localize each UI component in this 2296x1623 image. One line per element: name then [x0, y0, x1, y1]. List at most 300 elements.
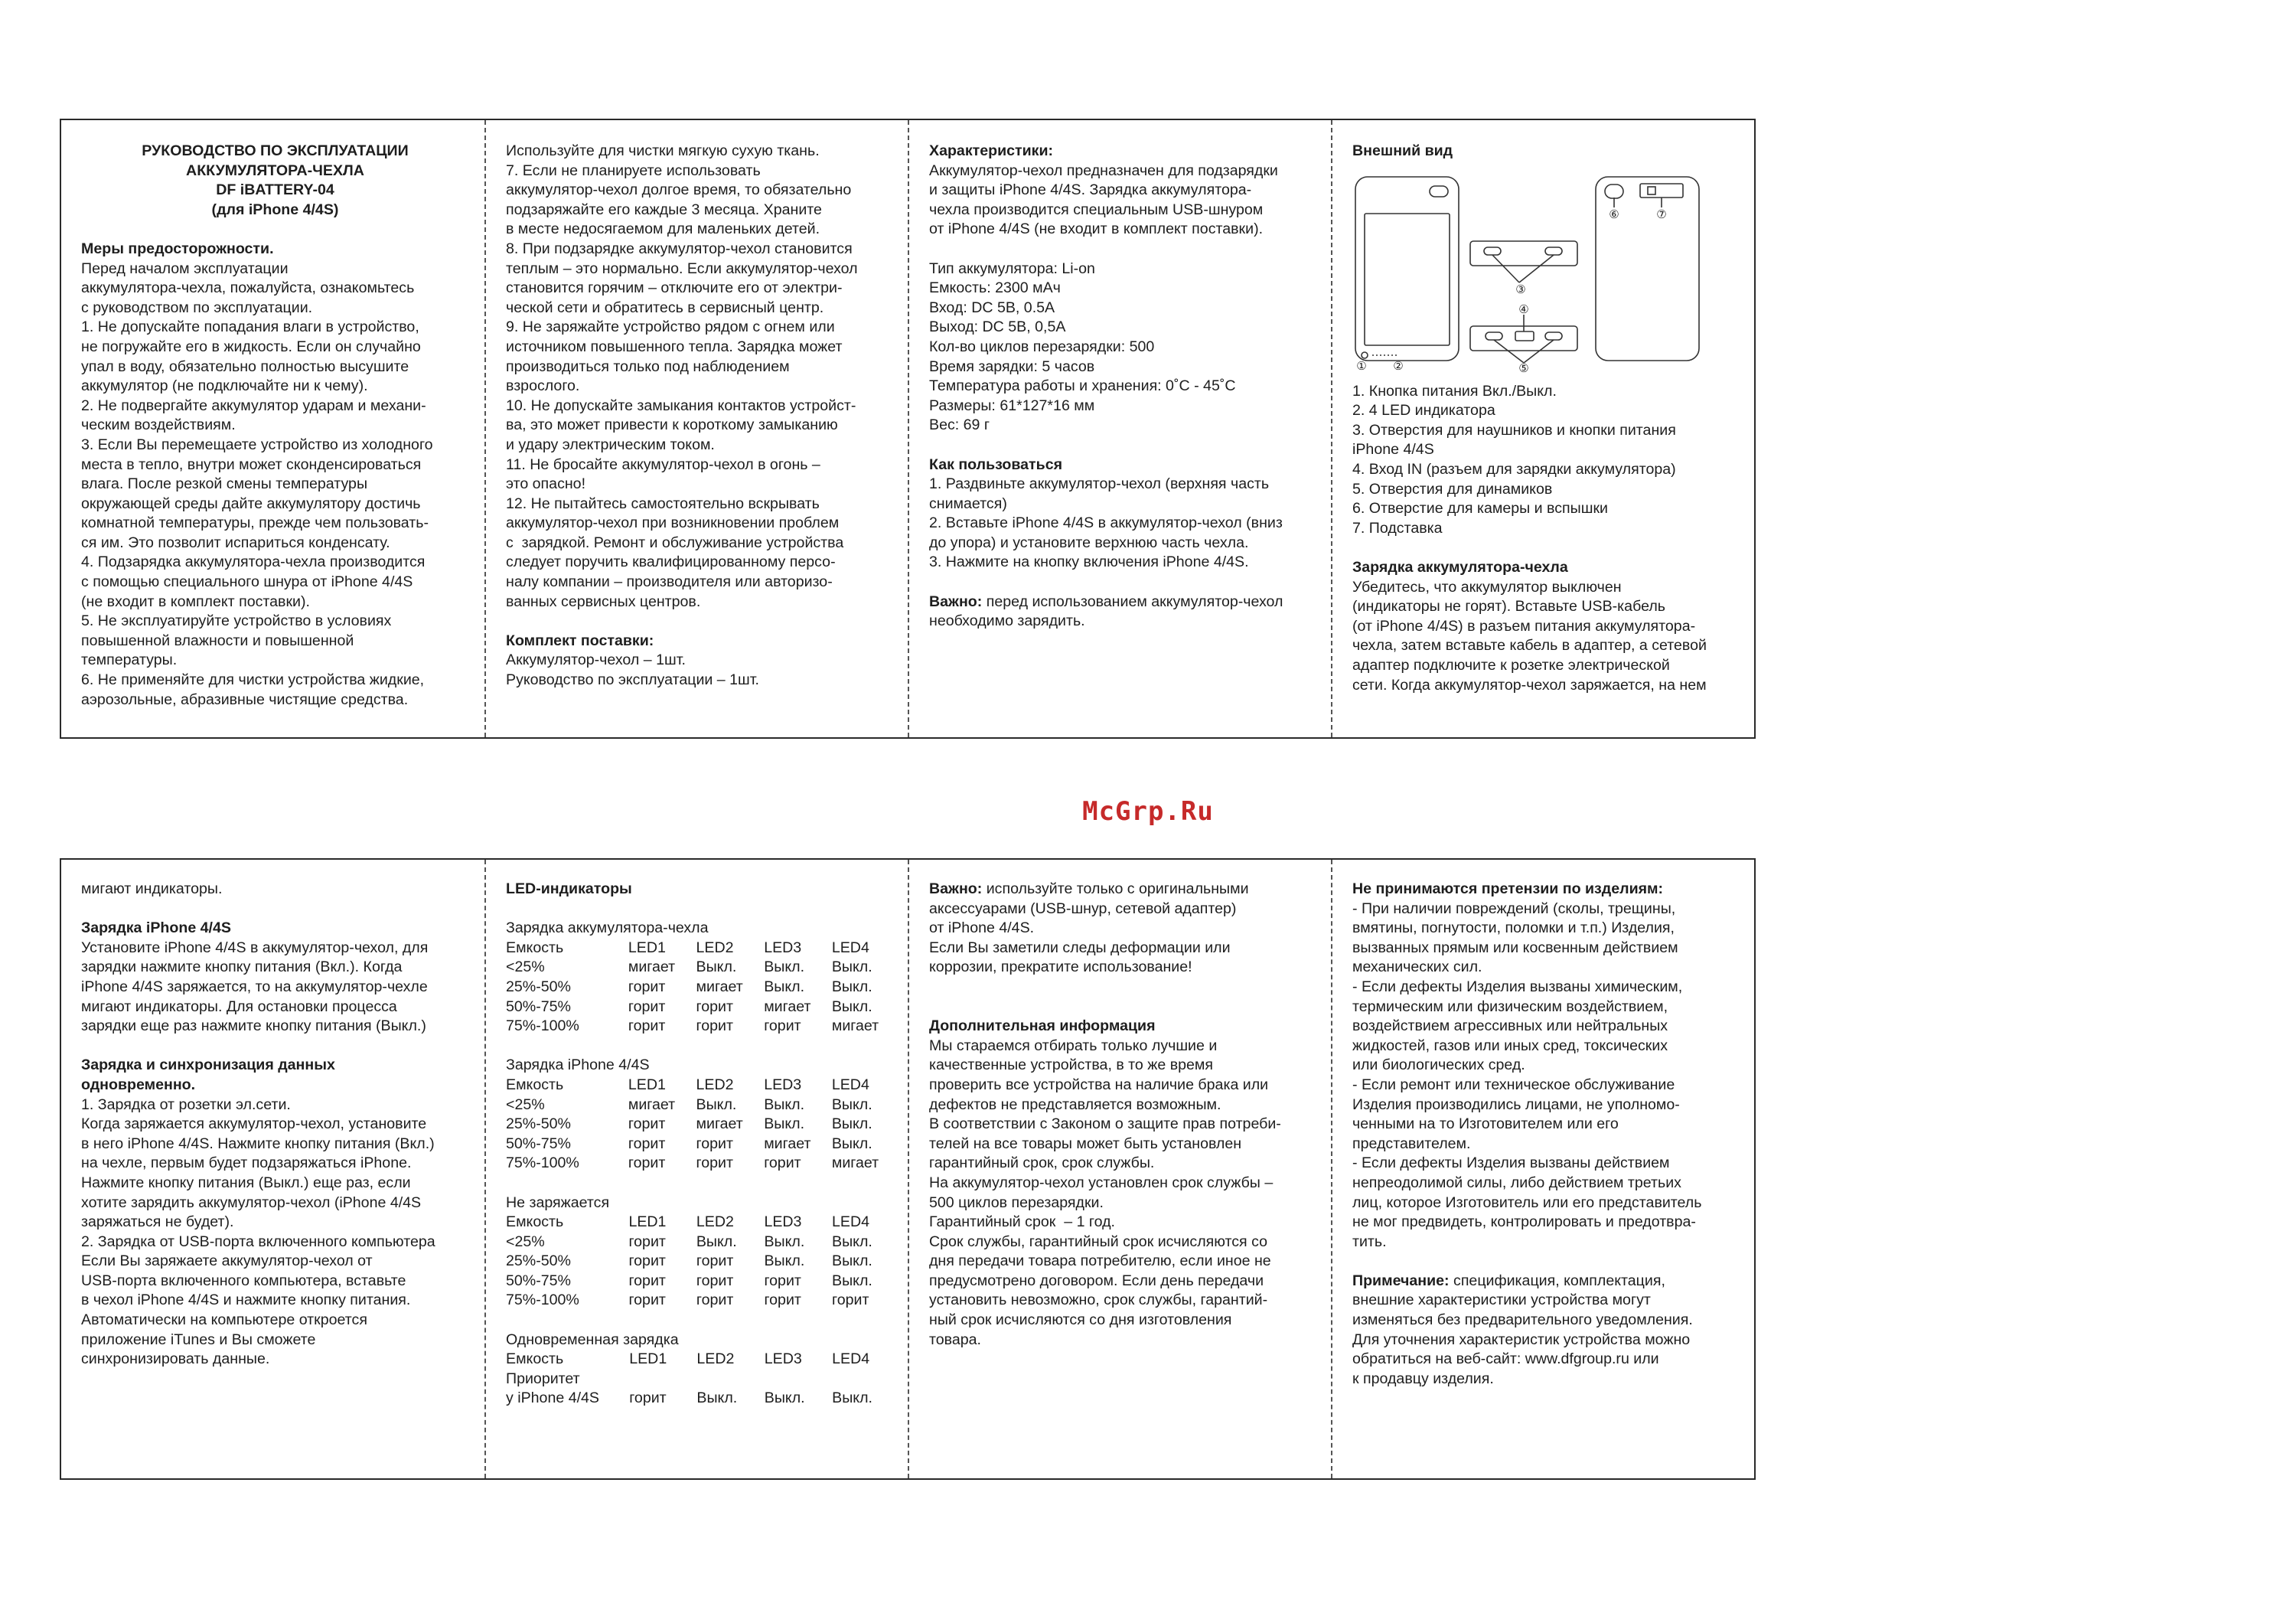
- text-line: механических сил.: [1352, 958, 1482, 976]
- text-line: Выход: DC 5В, 0,5А: [929, 318, 1066, 336]
- watermark: McGrp.Ru: [1082, 796, 1214, 827]
- led-table-cell: горит: [764, 1292, 801, 1309]
- text-line: влага. После резкой смены температуры: [81, 475, 368, 493]
- text-line: с зарядкой. Ремонт и обслуживание устройства: [506, 534, 844, 551]
- text-line: 6. Не применяйте для чистки устройства жидкие,: [81, 671, 425, 689]
- text-line: предусмотрено договором. Если день передачи: [929, 1272, 1264, 1289]
- text-line: Емкость: 2300 мАч: [929, 279, 1061, 297]
- text-line: дня передачи товара потребителю, если иное не: [929, 1252, 1271, 1270]
- text-line: 1. Раздвиньте аккумулятор-чехол (верхняя часть: [929, 475, 1270, 493]
- text-line: лиц, которое Изготовитель или его представитель: [1352, 1194, 1702, 1211]
- text-line: установить невозможно, срок службы, гарантий-: [929, 1292, 1268, 1309]
- led-table-row: [506, 1076, 892, 1096]
- howto-list: [929, 475, 1316, 573]
- led-table: [506, 1213, 892, 1311]
- text-line: 3. Отверстия для наушников и кнопки питания: [1352, 421, 1676, 439]
- led-table-cell: Выкл.: [764, 1252, 805, 1270]
- text-line: 1. Не допускайте попадания влаги в устройство,: [81, 318, 419, 336]
- speaker-hole-left: [1486, 332, 1502, 340]
- kit-list: [506, 651, 892, 690]
- led-table-cell: <25%: [506, 1096, 545, 1113]
- text-line: снимается): [929, 495, 1007, 512]
- text-line: и защиты iPhone 4/4S. Зарядка аккумулятора-: [929, 181, 1252, 199]
- led-table-cell: 25%-50%: [506, 978, 571, 995]
- text-line: производиться только под наблюдением: [506, 358, 790, 375]
- text-line: 9. Не заряжайте устройство рядом с огнем или: [506, 318, 835, 336]
- precautions-text: [81, 260, 469, 710]
- led-table: [506, 939, 892, 1037]
- stand: [1640, 184, 1683, 198]
- additional-info-text: [929, 1037, 1316, 1350]
- text-line: телей на все товары может быть установлен: [929, 1135, 1242, 1152]
- led-table-cell: LED2: [696, 1350, 735, 1368]
- text-line: окружающей среды дайте аккумулятору достичь: [81, 495, 421, 512]
- led-table-row: [506, 978, 892, 998]
- text-line: в месте недосягаемом для маленьких детей.: [506, 220, 820, 238]
- text-line: iPhone 4/4S: [1352, 441, 1434, 459]
- led-table-cell: горит: [696, 1154, 733, 1172]
- headphone-hole: [1484, 247, 1501, 255]
- led-table-cell: Емкость: [506, 1213, 564, 1231]
- led-table-cell: Выкл.: [764, 1096, 805, 1113]
- text-line: и удару электрическим током.: [506, 436, 715, 453]
- text-line: Автоматически на компьютере откроется: [81, 1311, 367, 1329]
- text-line: подзаряжайте его каждые 3 месяца. Храните: [506, 201, 822, 218]
- led-section-title: Зарядка iPhone 4/4S: [506, 1056, 650, 1074]
- text-line: аккумулятора-чехла, пожалуйста, ознакомьтесь: [81, 279, 415, 297]
- text-line: одновременно.: [81, 1076, 196, 1093]
- led-table-cell: LED2: [696, 1213, 734, 1231]
- appearance-heading: Внешний вид: [1352, 142, 1453, 159]
- callout-1: ①: [1356, 359, 1367, 373]
- led-table-row: [506, 1096, 892, 1115]
- led-table-cell: горит: [628, 1115, 666, 1133]
- led-table-cell: Выкл.: [696, 1233, 737, 1250]
- note: Примечание: спецификация, комплектация,: [1352, 1272, 1665, 1289]
- text-line: Время зарядки: 5 часов: [929, 358, 1095, 375]
- led-table-cell: 75%-100%: [506, 1017, 579, 1035]
- led-table: [506, 1076, 892, 1174]
- text-line: ный срок исчисляются со дня изготовления: [929, 1311, 1232, 1329]
- text-line: - Если дефекты Изделия вызваны действием: [1352, 1154, 1670, 1172]
- text-line: 3. Если Вы перемещаете устройство из холодного: [81, 436, 433, 453]
- led-table-row: [506, 998, 892, 1017]
- panel-led: [484, 860, 908, 1478]
- led-table-cell: LED4: [832, 1213, 870, 1231]
- text-line: Кол-во циклов перезарядки: 500: [929, 338, 1155, 355]
- led-table-row: [506, 1350, 892, 1370]
- manual-title: РУКОВОДСТВО ПО ЭКСПЛУАТАЦИИ АККУМУЛЯТОРА-ЧЕХЛА DF iBATTERY-04 (для iPhone 4/4S): [142, 142, 409, 218]
- text-line: аккумулятор-чехол долгое время, то обязательно: [506, 181, 852, 199]
- text-line: Срок службы, гарантийный срок исчисляются со: [929, 1233, 1268, 1250]
- led-table-cell: LED4: [832, 1350, 870, 1368]
- kit-heading: Комплект поставки:: [506, 632, 654, 649]
- text-line: 500 циклов перезарядки.: [929, 1194, 1104, 1211]
- led-table-cell: горит: [696, 1017, 733, 1035]
- precautions-heading: Меры предосторожности.: [81, 240, 274, 257]
- led-table-cell: Выкл.: [764, 1233, 805, 1250]
- led-table-cell: 75%-100%: [506, 1154, 579, 1172]
- text-line: - Если ремонт или техническое обслуживание: [1352, 1076, 1675, 1093]
- led-table-cell: Выкл.: [696, 958, 737, 976]
- led-table-cell: мигает: [628, 1096, 676, 1113]
- text-line: Зарядка и синхронизация данных: [81, 1056, 335, 1074]
- text-line: 2. Не подвергайте аккумулятор ударам и механи-: [81, 397, 426, 414]
- led-table-cell: горит: [696, 1135, 733, 1152]
- callout-6: ⑥: [1609, 207, 1619, 221]
- led-table-cell: Выкл.: [831, 1115, 872, 1133]
- text-line: ченными на то Изготовителем или его: [1352, 1115, 1619, 1133]
- text-line: становится горячим – отключите его от электри-: [506, 279, 843, 297]
- text-line: чехла, затем вставьте кабель в адаптер, а сетевой: [1352, 637, 1707, 655]
- led-table-cell: LED3: [764, 1350, 802, 1368]
- text-line: Изделия производились лицами, не уполномо-: [1352, 1096, 1680, 1113]
- led-table-row: [506, 1115, 892, 1135]
- text-line: зарядки нажмите кнопку питания (Вкл.). Когда: [81, 958, 403, 976]
- sync-heading: [81, 1056, 469, 1095]
- text-line: аэрозольные, абразивные чистящие средства.: [81, 691, 409, 708]
- led-table-cell: LED3: [764, 939, 802, 956]
- led-table-cell: горит: [764, 1272, 801, 1289]
- claims-heading: Не принимаются претензии по изделиям:: [1352, 880, 1664, 897]
- text-line: ванных сервисных центров.: [506, 593, 701, 610]
- text-line: вмятины, погнутости, поломки и т.п.) Изделия,: [1352, 919, 1675, 937]
- led-table-cell: горит: [696, 998, 733, 1015]
- text-line: не мог предвидеть, контролировать и предотвра-: [1352, 1213, 1696, 1231]
- led-table-cell: <25%: [506, 1233, 545, 1250]
- parts-list: [1352, 382, 1739, 539]
- led-table: [506, 1350, 892, 1409]
- case-front-outline: [1355, 177, 1459, 361]
- led-table-cell: LED1: [628, 1076, 666, 1093]
- led-table-cell: [765, 1370, 832, 1390]
- sync-text: [81, 1096, 469, 1370]
- text-line: USB-порта включенного компьютера, вставьте: [81, 1272, 406, 1289]
- text-line: 5. Отверстия для динамиков: [1352, 480, 1553, 498]
- text-line: 11. Не бросайте аккумулятор-чехол в огонь –: [506, 456, 820, 473]
- case-charging-heading: Зарядка аккумулятора-чехла: [1352, 558, 1568, 576]
- led-section-title: Одновременная зарядка: [506, 1331, 679, 1348]
- led-table-cell: Выкл.: [764, 958, 805, 976]
- text-line: приложение iTunes и Вы сможете: [81, 1331, 316, 1348]
- text-line: в него iPhone 4/4S. Нажмите кнопку питания (Вкл.): [81, 1135, 435, 1152]
- text-line: с помощью специального шнура от iPhone 4/4S: [81, 573, 413, 591]
- text-line: от iPhone 4/4S (не входит в комплект поставки).: [929, 220, 1264, 238]
- text-line: Размеры: 61*127*16 мм: [929, 397, 1095, 414]
- led-table-cell: LED1: [628, 939, 666, 956]
- led-table-cell: Выкл.: [696, 1390, 738, 1407]
- text-line: до упора) и установите верхнюю часть чехла.: [929, 534, 1249, 551]
- callout-5: ⑤: [1518, 361, 1529, 375]
- led-table-cell: Выкл.: [764, 1115, 805, 1133]
- text-line: это опасно!: [506, 475, 586, 493]
- text-line: Нажмите кнопку питания (Выкл.) еще раз, если: [81, 1174, 411, 1191]
- case-front-camera-slot: [1430, 186, 1448, 197]
- led-table-cell: горит: [764, 1154, 801, 1172]
- text-line: ческим воздействиям.: [81, 416, 236, 434]
- leader-line-5a: [1494, 340, 1524, 363]
- bottom-sheet: [60, 858, 1756, 1480]
- text-line: или биологических сред.: [1352, 1056, 1525, 1074]
- led-table-row: [506, 1233, 892, 1252]
- led-table-cell: мигает: [831, 1154, 879, 1172]
- text-line: ся им. Это позволит испариться конденсату.: [81, 534, 390, 551]
- text-line: (не входит в комплект поставки).: [81, 593, 310, 610]
- led-table-cell: Выкл.: [831, 1096, 872, 1113]
- text-line: комнатной температуры, прежде чем пользовать-: [81, 514, 429, 532]
- text-line: адаптер подключите к розетке электрической: [1352, 656, 1670, 674]
- led-table-row: [506, 1135, 892, 1154]
- led-table-cell: горит: [628, 1292, 666, 1309]
- text-line: Температура работы и хранения: 0˚С - 45˚С: [929, 377, 1236, 395]
- text-line: термическим или физическим воздействием,: [1352, 998, 1668, 1015]
- text-line: Гарантийный срок – 1 год.: [929, 1213, 1115, 1231]
- specs-intro: [929, 162, 1316, 240]
- led-table-cell: Выкл.: [832, 1233, 872, 1250]
- led-section-title: Зарядка аккумулятора-чехла: [506, 919, 709, 937]
- led-table-row: [506, 939, 892, 958]
- text-line: (от iPhone 4/4S) в разъем питания аккумулятора-: [1352, 617, 1696, 635]
- led-table-cell: горит: [696, 1292, 734, 1309]
- text-line: с руководством по эксплуатации.: [81, 299, 313, 316]
- led-table-cell: [696, 1370, 764, 1390]
- speaker-hole-right: [1545, 332, 1562, 340]
- led-table-cell: 75%-100%: [506, 1292, 579, 1309]
- text-line: 3. Нажмите на кнопку включения iPhone 4/4S.: [929, 554, 1249, 571]
- iphone-charging-text: [81, 939, 469, 1037]
- text-line: Тип аккумулятора: Li-on: [929, 260, 1095, 277]
- text-line: - Если дефекты Изделия вызваны химическим,: [1352, 978, 1683, 995]
- text-line: 7. Подставка: [1352, 519, 1443, 537]
- specs-list: [929, 260, 1316, 436]
- text-line: ва, это может привести к короткому замыканию: [506, 416, 838, 434]
- led-table-cell: Емкость: [506, 939, 564, 956]
- text-line: Мы стараемся отбирать только лучшие и: [929, 1037, 1218, 1054]
- led-table-cell: горит: [628, 1017, 666, 1035]
- text-line: 10. Не допускайте замыкания контактов устройст-: [506, 397, 856, 414]
- led-table-cell: 50%-75%: [506, 1135, 571, 1152]
- howto-heading: Как пользоваться: [929, 456, 1063, 473]
- led-table-cell: [629, 1370, 696, 1390]
- text-line: качественные устройства, в то же время: [929, 1056, 1214, 1074]
- text-line: места в тепло, внутри может сконденсироваться: [81, 456, 422, 473]
- text-line: - При наличии повреждений (сколы, трещины,: [1352, 900, 1676, 917]
- stand-hinge: [1648, 187, 1655, 194]
- leader-line-3a: [1492, 255, 1519, 282]
- led-table-cell: Выкл.: [832, 1272, 872, 1289]
- text-line: 2. Вставьте iPhone 4/4S в аккумулятор-чехол (вниз: [929, 514, 1283, 532]
- text-line: теплым – это нормально. Если аккумулятор-чехол: [506, 260, 858, 277]
- led-table-cell: горит: [696, 1252, 734, 1270]
- text-line: 4. Подзарядка аккумулятора-чехла производится: [81, 554, 426, 571]
- camera-hole: [1605, 185, 1623, 198]
- text-line: на чехле, первым будет подзаряжаться iPhone.: [81, 1154, 412, 1172]
- text-line: проверить все устройства на наличие брака или: [929, 1076, 1269, 1093]
- led-table-cell: горит: [628, 1154, 666, 1172]
- led-table-row: [506, 1291, 892, 1311]
- led-table-row: [506, 1389, 892, 1409]
- text-line: упал в воду, обязательно полностью высушите: [81, 358, 409, 375]
- text-line: в чехол iPhone 4/4S и нажмите кнопку питания.: [81, 1292, 411, 1309]
- text-line: Когда заряжается аккумулятор-чехол, установите: [81, 1115, 427, 1133]
- text-line: вызванных прямым или косвенным действием: [1352, 939, 1678, 956]
- text-line: повышенной влажности и повышенной: [81, 632, 354, 649]
- text-line: 7. Если не планируете использовать: [506, 162, 761, 179]
- led-table-cell: мигает: [696, 978, 743, 995]
- led-table-cell: мигает: [628, 958, 676, 976]
- text-line: Аккумулятор-чехол предназначен для подзарядки: [929, 162, 1278, 179]
- text-line: Установите iPhone 4/4S в аккумулятор-чехол, для: [81, 939, 429, 956]
- claims-text: [1352, 900, 1739, 1252]
- led-table-cell: LED1: [629, 1350, 667, 1368]
- text-line: мигают индикаторы. Для остановки процесса: [81, 998, 397, 1015]
- text-line: Руководство по эксплуатации – 1шт.: [506, 671, 759, 689]
- text-line: Используйте для чистки мягкую сухую ткань.: [506, 142, 820, 159]
- text-line: дефектов не представляется возможным.: [929, 1096, 1221, 1113]
- text-line: сети. Когда аккумулятор-чехол заряжается, на нем: [1352, 676, 1707, 694]
- text-line: iPhone 4/4S заряжается, то на аккумулятор-чехле: [81, 978, 428, 995]
- text-line: товара.: [929, 1331, 981, 1348]
- led-table-cell: у iPhone 4/4S: [506, 1390, 600, 1407]
- led-table-cell: LED1: [628, 1213, 667, 1231]
- panel-info: Важно: используйте только с оригинальными аксессуарами (USB-шнур, сетевой адаптер) от iPhone 4/4S. Если Вы заметили следы деформации или коррозии, прекратите использование! Дополнительная информация Мы стараемся отбирать только лучшие и качественные устройства, в то же время проверить все устройства на наличие брака или дефектов не представляется возможным. В соответствии с Законом о защите прав потреби- телей на все товары может быть установлен гарантийный срок, срок службы. На аккумулятор-чехол установлен срок службы – 500 циклов перезарядки. Гарантийный срок – 1 год. Срок службы, гарантийный срок исчисляются со дня передачи товара потребителю, если иное не предусмотрено договором. Если день передачи установить невозможно, срок службы, гарантий- ный срок исчисляются со дня изготовления товара.: [908, 860, 1331, 1478]
- text-line: 1. Кнопка питания Вкл./Выкл.: [1352, 382, 1557, 400]
- text-line: 5. Не эксплуатируйте устройство в условиях: [81, 612, 392, 630]
- power-hole: [1545, 247, 1562, 255]
- text-line: непреодолимой силы, либо действием третьих: [1352, 1174, 1681, 1191]
- specs-heading: Характеристики:: [929, 142, 1054, 159]
- device-diagram: [1352, 169, 1743, 376]
- led-tables: [506, 919, 892, 1409]
- text-line: 2. 4 LED индикатора: [1352, 402, 1495, 420]
- callout-7: ⑦: [1656, 207, 1667, 221]
- led-table-cell: Выкл.: [831, 1135, 872, 1152]
- text-line: хотите зарядить аккумулятор-чехол (iPhone 4/4S: [81, 1194, 422, 1211]
- iphone-charging-heading: Зарядка iPhone 4/4S: [81, 919, 231, 937]
- case-charging-text: [1352, 578, 1739, 696]
- led-table-row: [506, 1154, 892, 1174]
- led-table-cell: горит: [628, 1272, 666, 1289]
- callout-2: ②: [1393, 359, 1404, 373]
- panel-appearance: [1331, 120, 1754, 737]
- led-table-cell: горит: [628, 1252, 666, 1270]
- text-line: 2. Зарядка от USB-порта включенного компьютера: [81, 1233, 435, 1250]
- text-line: ческой сети и обратитесь в сервисный центр.: [506, 299, 824, 316]
- text-line: 6. Отверстие для камеры и вспышки: [1352, 500, 1608, 518]
- led-table-cell: горит: [628, 1233, 666, 1250]
- led-section-title: Не заряжается: [506, 1194, 610, 1211]
- text-line: воздействием агрессивных или нейтральных: [1352, 1017, 1668, 1035]
- leader-line-5b: [1524, 340, 1554, 363]
- led-table-row: [506, 1272, 892, 1292]
- text-line: Перед началом эксплуатации: [81, 260, 289, 277]
- led-table-cell: Емкость: [506, 1350, 564, 1368]
- text-line: не погружайте его в жидкость. Если он случайно: [81, 338, 421, 355]
- text-line: 1. Зарядка от розетки эл.сети.: [81, 1096, 291, 1113]
- text-line: Вход: DC 5В, 0.5А: [929, 299, 1055, 316]
- led-table-cell: Выкл.: [832, 1390, 872, 1407]
- text-line: заряжаться не будет).: [81, 1213, 234, 1231]
- led-table-cell: мигает: [764, 998, 811, 1015]
- led-table-cell: LED4: [831, 939, 869, 956]
- led-table-cell: горит: [628, 978, 666, 995]
- led-table-cell: <25%: [506, 958, 545, 976]
- led-table-cell: [832, 1370, 892, 1390]
- text-line: Аккумулятор-чехол – 1шт.: [506, 651, 686, 669]
- panel-specs: Характеристики: Аккумулятор-чехол предназначен для подзарядки и защиты iPhone 4/4S. Зарядка аккумулятора- чехла производится специальным USB-шнуром от iPhone 4/4S (не входит в комплект поставки). Тип аккумулятора: Li-on Емкость: 2300 мАч Вход: DC 5В, 0.5А Выход: DC 5В, 0,5А Кол-во циклов перезарядки: 500 Время зарядки: 5 часов Температура работы и хранения: 0˚С - 45˚С Размеры: 61*127*16 мм Вес: 69 г Как пользоваться 1. Раздвиньте аккумулятор-чехол (верхняя часть снимается) 2. Вставьте iPhone 4/4S в аккумулятор-чехол (вниз до упора) и установите верхнюю часть чехла. 3. Нажмите на кнопку включения iPhone 4/4S. Важно: перед использованием аккумулятор-чехол необходимо зарядить.: [908, 120, 1331, 737]
- callout-3: ③: [1515, 282, 1526, 296]
- led-table-cell: мигает: [831, 1017, 879, 1035]
- led-table-cell: LED2: [696, 1076, 734, 1093]
- led-table-row: [506, 958, 892, 978]
- led-table-cell: Выкл.: [831, 958, 872, 976]
- led-table-row: [506, 1252, 892, 1272]
- important-accessories: Важно: используйте только с оригинальными: [929, 880, 1249, 897]
- led-table-cell: Выкл.: [696, 1096, 737, 1113]
- led-table-cell: Выкл.: [764, 1390, 805, 1407]
- usb-in-port: [1515, 331, 1534, 341]
- text-line: гарантийный срок, срок службы.: [929, 1154, 1155, 1172]
- led-table-cell: мигает: [696, 1115, 743, 1133]
- text-line: На аккумулятор-чехол установлен срок службы –: [929, 1174, 1274, 1191]
- text-line: взрослого.: [506, 377, 580, 395]
- led-table-cell: LED4: [831, 1076, 869, 1093]
- text-line: (индикаторы не горят). Вставьте USB-кабель: [1352, 598, 1665, 616]
- power-button-dot: [1362, 352, 1368, 358]
- text-line: синхронизировать данные.: [81, 1350, 270, 1368]
- led-table-cell: горит: [832, 1292, 869, 1309]
- additional-info-heading: Дополнительная информация: [929, 1017, 1156, 1035]
- led-table-cell: мигает: [764, 1135, 811, 1152]
- important-note: Важно: перед использованием аккумулятор-чехол: [929, 593, 1283, 610]
- led-table-cell: 50%-75%: [506, 998, 571, 1015]
- led-table-cell: LED3: [764, 1076, 802, 1093]
- led-table-cell: горит: [764, 1017, 801, 1035]
- led-table-cell: Выкл.: [831, 998, 872, 1015]
- led-table-cell: Приоритет: [506, 1370, 580, 1387]
- text-line: представителем.: [1352, 1135, 1471, 1152]
- led-table-cell: Выкл.: [832, 1252, 872, 1270]
- text-line: 4. Вход IN (разъем для зарядки аккумулятора): [1352, 460, 1676, 478]
- text-line: температуры.: [81, 651, 178, 669]
- text-line: 8. При подзарядке аккумулятор-чехол становится: [506, 240, 853, 257]
- device-drawing: [1352, 169, 1743, 376]
- top-sheet: [60, 119, 1756, 739]
- text-line: Вес: 69 г: [929, 416, 990, 434]
- text-line: налу компании – производителя или авторизо-: [506, 573, 833, 591]
- led-heading: LED-индикаторы: [506, 880, 632, 897]
- led-table-cell: 25%-50%: [506, 1115, 571, 1133]
- led-table-row: [506, 1213, 892, 1233]
- led-table-cell: горит: [628, 1135, 666, 1152]
- text-line: 12. Не пытайтесь самостоятельно вскрывать: [506, 495, 820, 512]
- text-line: чехла производится специальным USB-шнуром: [929, 201, 1264, 218]
- led-table-cell: LED3: [764, 1213, 802, 1231]
- text-line: следует поручить квалифицированному персо-: [506, 554, 836, 571]
- led-table-cell: Выкл.: [831, 978, 872, 995]
- led-table-cell: Выкл.: [764, 978, 805, 995]
- panel-iphone-charging: мигают индикаторы. Зарядка iPhone 4/4S Установите iPhone 4/4S в аккумулятор-чехол, для зарядки нажмите кнопку питания (Вкл.). Когда iPhone 4/4S заряжается, то на аккумулятор-чехле мигают индикаторы. Для остановки процесса зарядки еще раз нажмите кнопку питания (Выкл.) Зарядка и синхронизация данных одновременно. 1. Зарядка от розетки эл.сети. Когда заряжается аккумулятор-чехол, установите в него iPhone 4/4S. Нажмите кнопку питания (Вкл.) на чехле, первым будет подзаряжаться iPhone. Нажмите кнопку питания (Выкл.) еще раз, если хотите зарядить аккумулятор-чехол (iPhone 4/4S заряжаться не будет). 2. Зарядка от USB-порта включенного компьютера Если Вы заряжаете аккумулятор-чехол от USB-порта включенного компьютера, вставьте в чехол iPhone 4/4S и нажмите кнопку питания. Автоматически на компьютере откроется приложение iTunes и Вы сможете синхронизировать данные.: [61, 860, 484, 1478]
- care-text: [506, 142, 892, 612]
- text-line: Убедитесь, что аккумулятор выключен: [1352, 578, 1622, 596]
- text-line: тить.: [1352, 1233, 1387, 1250]
- panel-care: [484, 120, 908, 737]
- led-table-cell: LED2: [696, 939, 734, 956]
- panel-claims: Не принимаются претензии по изделиям: - При наличии повреждений (сколы, трещины, вмятины, погнутости, поломки и т.п.) Изделия, вызванных прямым или косвенным действием механических сил. - Если дефекты Изделия вызваны химическим, термическим или физическим воздействием, воздействием агрессивных или нейтральных жидкостей, газов или иных сред, токсических или биологических сред. - Если ремонт или техническое обслуживание Изделия производились лицами, не уполномо- ченными на то Изготовителем или его представителем. - Если дефекты Изделия вызваны действием непреодолимой силы, либо действием третьих лиц, которое Изготовитель или его представитель не мог предвидеть, контролировать и предотвра- тить. Примечание: спецификация, комплектация, внешние характеристики устройства могут изменяться без предварительного уведомления. Для уточнения характеристик устройства можно обратиться на веб-сайт: www.dfgroup.ru или к продавцу изделия.: [1331, 860, 1754, 1478]
- text-line: аккумулятор (не подключайте ни к чему).: [81, 377, 368, 395]
- led-table-row: [506, 1017, 892, 1037]
- led-table-cell: горит: [628, 998, 666, 1015]
